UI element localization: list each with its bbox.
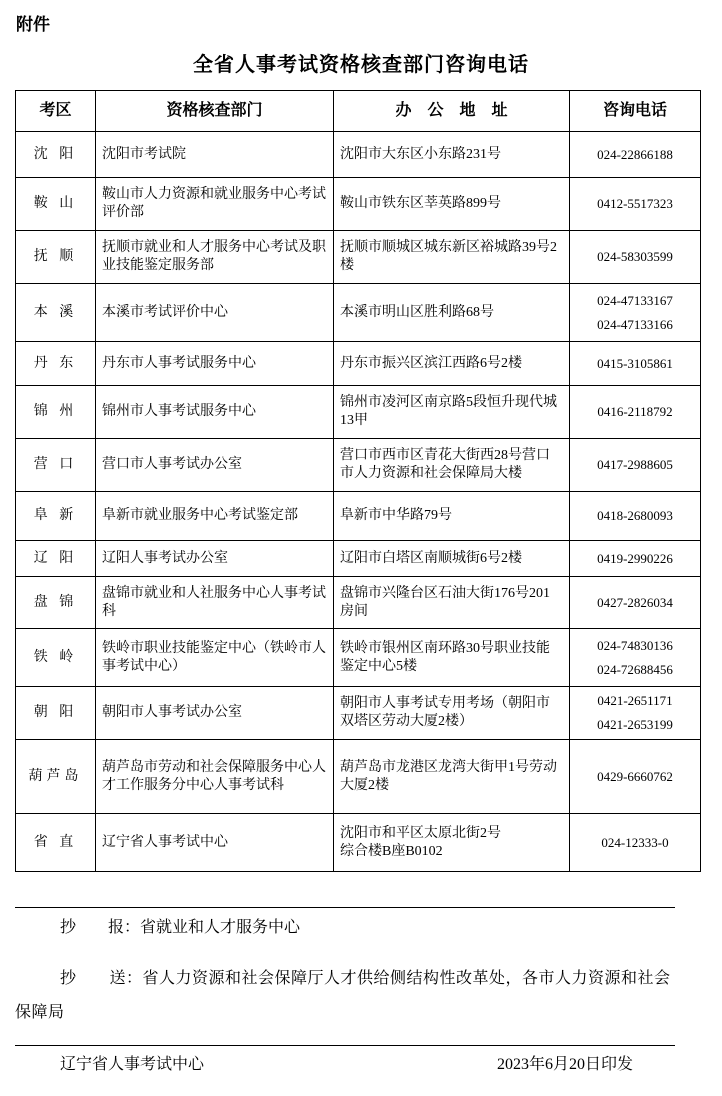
address-cell: 沈阳市大东区小东路231号 [334,132,570,178]
region-cell: 辽 阳 [16,541,96,577]
header-region: 考区 [16,91,96,132]
phone-cell [570,541,701,577]
region-cell: 丹 东 [16,342,96,386]
phone-number: 024-47133166 [597,316,673,332]
phone-cell [570,577,701,629]
dept-cell: 朝阳市人事考试办公室 [96,687,334,740]
phone-number: 0416-2118792 [597,404,673,419]
phone-number: 0421-2651171 [597,693,673,708]
divider [15,907,675,908]
table-row [16,231,701,284]
table-row [16,132,701,178]
header-address: 办 公 地 址 [334,91,570,132]
phone-number: 0427-2826034 [597,594,673,610]
address-cell: 营口市西市区青花大街西28号营口市人力资源和社会保障局大楼 [334,439,570,492]
address-cell: 本溪市明山区胜利路68号 [334,284,570,342]
table-row [16,814,701,872]
document-title: 全省人事考试资格核查部门咨询电话 [193,54,529,76]
dept-cell: 铁岭市职业技能鉴定中心（铁岭市人事考试中心） [96,629,334,687]
phone-cell [570,687,701,740]
region-cell: 葫芦岛 [16,740,96,814]
dept-cell: 阜新市就业服务中心考试鉴定部 [96,492,334,541]
dept-cell: 本溪市考试评价中心 [96,284,334,342]
phone-cell [570,629,701,687]
table-row [16,439,701,492]
table-row [16,178,701,231]
region-cell: 锦 州 [16,386,96,439]
phone-number: 0415-3105861 [597,355,673,371]
region-cell: 本 溪 [16,284,96,342]
table-row [16,629,701,687]
phone-number: 024-22866188 [597,146,673,162]
address-cell: 铁岭市银州区南环路30号职业技能鉴定中心5楼 [334,629,570,687]
region-cell: 营 口 [16,439,96,492]
address-cell: 丹东市振兴区滨江西路6号2楼 [334,342,570,386]
region-cell: 阜 新 [16,492,96,541]
phone-number: 0417-2988605 [597,457,673,472]
address-cell: 鞍山市铁东区莘英路899号 [334,178,570,231]
address-cell: 朝阳市人事考试专用考场（朝阳市双塔区劳动大厦2楼） [334,687,570,740]
table-row [16,284,701,342]
dept-cell: 盘锦市就业和人社服务中心人事考试科 [96,577,334,629]
phone-cell [570,492,701,541]
address-cell: 锦州市凌河区南京路5段恒升现代城13甲 [334,386,570,439]
issuer: 辽宁省人事考试中心 [60,1056,205,1073]
cc-report [60,916,300,940]
region-cell: 抚 顺 [16,231,96,284]
cc-report-label: 抄 报： [60,919,141,936]
phone-cell [570,132,701,178]
address-cell: 盘锦市兴隆台区石油大街176号201房间 [334,577,570,629]
table-row [16,740,701,814]
phone-number: 024-74830136 [597,637,673,653]
phone-cell [570,386,701,439]
address-cell: 沈阳市和平区太原北街2号 综合楼B座B0102 [334,814,570,872]
phone-number: 024-12333-0 [601,834,669,850]
address-cell: 抚顺市顺城区城东新区裕城路39号2楼 [334,231,570,284]
header-dept: 资格核查部门 [96,91,334,132]
region-cell: 铁 岭 [16,629,96,687]
divider [15,1045,675,1046]
address-cell: 阜新市中华路79号 [334,492,570,541]
region-cell: 沈 阳 [16,132,96,178]
cc-send-label: 抄 送： [60,970,143,987]
table-row [16,386,701,439]
phone-number: 024-72688456 [597,661,673,677]
table-row [16,342,701,386]
dept-cell: 葫芦岛市劳动和社会保障服务中心人才工作服务分中心人事考试科 [96,740,334,814]
dept-cell: 鞍山市人力资源和就业服务中心考试评价部 [96,178,334,231]
region-cell: 盘 锦 [16,577,96,629]
phone-number: 0418-2680093 [597,508,673,523]
header-phone: 咨询电话 [570,91,701,132]
table-row [16,541,701,577]
dept-cell: 丹东市人事考试服务中心 [96,342,334,386]
cc-send-text: 省人力资源和社会保障厅人才供给侧结构性改革处，各市人力资源和社会保障局 [15,970,671,1021]
cc-send [15,962,677,1030]
table-row [16,687,701,740]
phone-cell [570,231,701,284]
dept-cell: 沈阳市考试院 [96,132,334,178]
region-cell: 朝 阳 [16,687,96,740]
dept-cell: 锦州市人事考试服务中心 [96,386,334,439]
phone-cell [570,178,701,231]
phone-number: 024-58303599 [597,249,673,264]
table-row [16,492,701,541]
phone-number: 0419-2990226 [597,550,673,566]
phone-number: 0421-2653199 [597,717,673,732]
dept-cell: 辽阳人事考试办公室 [96,541,334,577]
phone-number: 0412-5517323 [597,196,673,211]
phone-cell [570,342,701,386]
region-cell: 鞍 山 [16,178,96,231]
address-cell: 葫芦岛市龙港区龙湾大街甲1号劳动大厦2楼 [334,740,570,814]
table-row [16,577,701,629]
phone-number: 024-47133167 [597,292,673,308]
contact-table [15,90,701,872]
dept-cell: 营口市人事考试办公室 [96,439,334,492]
phone-cell [570,284,701,342]
issue-date: 2023年6月20日印发 [497,1056,634,1073]
phone-cell [570,740,701,814]
dept-cell: 抚顺市就业和人才服务中心考试及职业技能鉴定服务部 [96,231,334,284]
phone-cell [570,814,701,872]
phone-cell [570,439,701,492]
table-header [16,91,701,132]
address-cell: 辽阳市白塔区南顺城街6号2楼 [334,541,570,577]
attachment-label: 附件 [16,15,50,34]
cc-report-text: 省就业和人才服务中心 [140,919,301,936]
dept-cell: 辽宁省人事考试中心 [96,814,334,872]
phone-number: 0429-6660762 [597,768,673,784]
region-cell: 省 直 [16,814,96,872]
